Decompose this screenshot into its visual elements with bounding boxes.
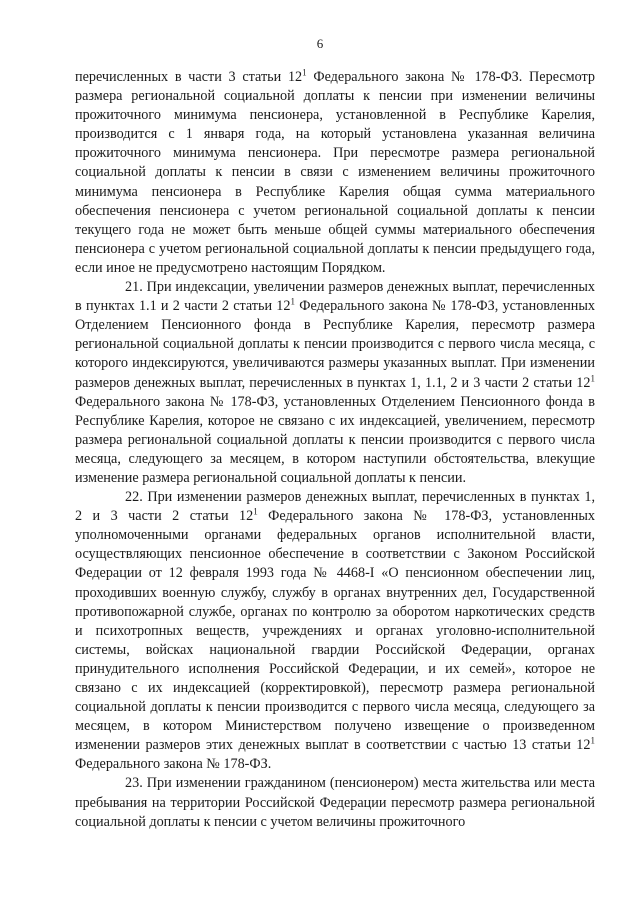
document-body (75, 68, 595, 832)
superscript-index: 1 (590, 372, 595, 383)
paragraph-23: 23. При изменении гражданином (пенсионером) места жительства или места пребывания на территории Российской Федерации пересмотр размера региональной социальной доплаты к пенсии с учетом величины прожиточного (75, 775, 595, 830)
superscript-index: 1 (302, 67, 307, 78)
superscript-index: 1 (590, 735, 595, 746)
page-number: 6 (316, 36, 324, 51)
paragraph-21: 21. При индексации, увеличении размеров денежных выплат, перечисленных в пунктах 1.1 и 2 части 2 статьи $12^1$ Федерального закона № 178-ФЗ, установленных Отделением Пенсионного фонда в Республике Карелия, пересмотр размера региональной социальной доплаты к пенсии производится с первого числа месяца, с которого индексируются, увеличиваются размеры указанных выплат. При изменении размеров денежных выплат, перечисленных в пунктах 1, 1.1, 2 и 3 части 2 статьи $12^1$ Федерального закона № 178-ФЗ, установленных Отделением Пенсионного фонда в Республике Карелия, которое не связано с их индексацией, увеличением, пересмотр размера региональной социальной доплаты к пенсии производится с первого числа месяца, следующего за месяцем, в котором наступили обстоятельства, влекущие изменение размера региональной социальной доплаты к пенсии. (75, 279, 595, 486)
paragraph-22: 22. При изменении размеров денежных выплат, перечисленных в пунктах 1, 2 и 3 части 2 статьи $12^1$ Федерального закона № 178-ФЗ, установленных уполномоченными органами федеральных органов исполнительной власти, осуществляющих пенсионное обеспечение в соответствии с Законом Российской Федерации от 12 февраля 1993 года № 4468-I «О пенсионном обеспечении лиц, проходивших военную службу, службу в органах внутренних дел, Государственной противопожарной службе, органах по контролю за оборотом наркотических средств и психотропных веществ, учреждениях и органах уголовно-исполнительной системы, войсках национальной гвардии Российской Федерации, органах принудительного исполнения Российской Федерации, и их семей», которое не связано с их индексацией (корректировкой), пересмотр размера региональной социальной доплаты к пенсии производится с первого числа месяца, следующего за месяцем, в котором Министерством получено извещение о произведенном изменении размеров этих денежных выплат в соответствии с частью 13 статьи $12^1$ Федерального закона № 178-ФЗ. (75, 489, 595, 773)
superscript-index: 1 (290, 296, 295, 307)
paragraph-continuation: перечисленных в части 3 статьи $12^1$ Федерального закона № 178-ФЗ. Пересмотр размера региональной социальной доплаты к пенсии при изменении величины прожиточного минимума пенсионера, установленной в Республике Карелия, производится с 1 января года, на который установлена указанная величина прожиточного минимума пенсионера. При пересмотре размера региональной социальной доплаты к пенсии в связи с изменением величины прожиточного минимума пенсионера в Республике Карелия общая сумма материального обеспечения пенсионера с учетом региональной социальной доплаты к пенсии текущего года не может быть меньше общей суммы материального обеспечения пенсионера с учетом региональной социальной доплаты к пенсии предыдущего года, если иное не предусмотрено настоящим Порядком. (75, 67, 595, 276)
superscript-index: 1 (253, 506, 258, 517)
